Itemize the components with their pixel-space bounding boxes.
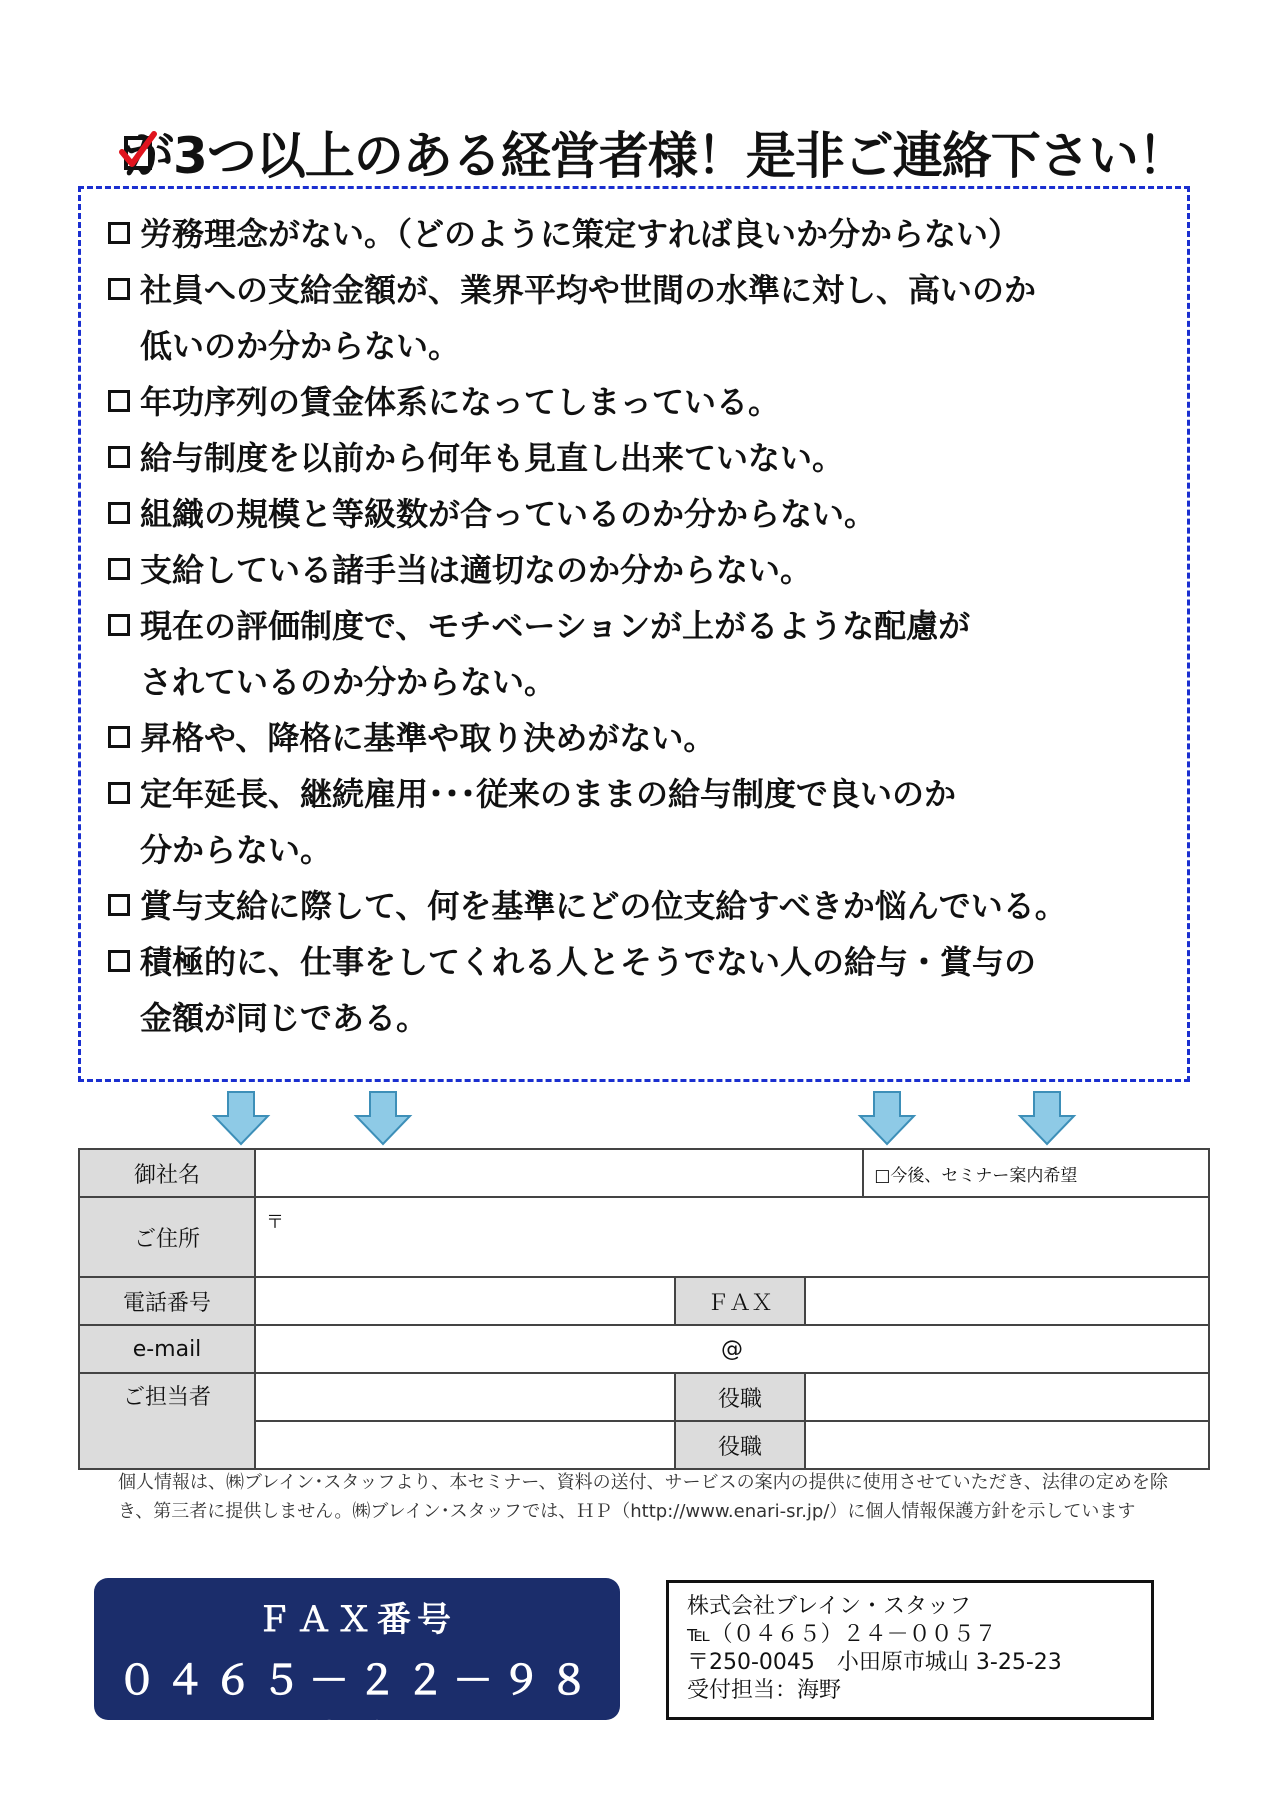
fax-input[interactable] <box>805 1277 1209 1325</box>
fax-number: ０４６５－２２－９８８０ <box>117 1658 597 1761</box>
checklist-item-text: 労務理念がない。（どのように策定すれば良いか分からない） <box>140 215 1021 253</box>
checkbox-icon[interactable] <box>108 726 130 748</box>
checklist-item-text: 年功序列の賃金体系になってしまっている。 <box>140 383 781 421</box>
down-arrow-icon <box>856 1090 918 1146</box>
headline <box>118 112 1187 192</box>
checklist-item-text: 支給している諸手当は適切なのか分からない。 <box>140 551 813 589</box>
checklist-item[interactable] <box>108 262 1168 374</box>
email-input[interactable] <box>255 1325 1209 1373</box>
checklist-item[interactable] <box>108 766 1168 878</box>
at-mark: @ <box>721 1336 743 1362</box>
contact-name-input-1[interactable] <box>255 1373 675 1421</box>
checklist-item[interactable] <box>108 486 1168 542</box>
checklist-item-text: 給与制度を以前から何年も見直し出来ていない。 <box>140 439 845 477</box>
privacy-notice: 個人情報は、㈱ブレイン･スタッフより、本セミナー、資料の送付、サービスの案内の提供に使用させていただき、法律の定めを除き、第三者に提供しません。㈱ブレイン･スタッフでは、ＨＰ（http://www.enari-sr.jp/）に個人情報保護方針を示しています <box>118 1472 1168 1522</box>
checklist-item-text: 現在の評価制度で、モチベーションが上がるような配慮が されているのか分からない。 <box>140 607 971 701</box>
down-arrow-icon <box>352 1090 414 1146</box>
checklist-item[interactable] <box>108 934 1168 1046</box>
checklist-item[interactable] <box>108 542 1168 598</box>
checkbox-icon[interactable] <box>108 894 130 916</box>
checklist-item[interactable] <box>108 878 1168 934</box>
company-name: 株式会社ブレイン・スタッフ <box>687 1594 972 1619</box>
phone-input[interactable] <box>255 1277 675 1325</box>
checkbox-icon[interactable] <box>108 222 130 244</box>
contact-label: ご担当者 <box>79 1373 255 1469</box>
contact-name-input-2[interactable] <box>255 1421 675 1469</box>
application-form <box>78 1148 1210 1470</box>
position-input-1[interactable] <box>805 1373 1209 1421</box>
fax-label: ＦＡＸ <box>675 1277 805 1325</box>
checklist-item-text: 積極的に、仕事をしてくれる人とそうでない人の給与・賞与の 金額が同じである。 <box>140 943 1037 1037</box>
company-contact: 受付担当：海野 <box>687 1678 842 1703</box>
phone-label: 電話番号 <box>79 1277 255 1325</box>
checkbox-icon[interactable] <box>108 558 130 580</box>
checklist-item[interactable] <box>108 710 1168 766</box>
checklist-item-text: 昇格や、降格に基準や取り決めがない。 <box>140 719 716 757</box>
checklist-item[interactable] <box>108 598 1168 710</box>
fax-title: ＦＡＸ番号 <box>257 1600 457 1640</box>
checklist-item[interactable] <box>108 374 1168 430</box>
checkbox-icon[interactable] <box>108 782 130 804</box>
checklist <box>108 206 1168 1046</box>
company-info-box <box>666 1580 1154 1720</box>
address-input[interactable] <box>255 1197 1209 1277</box>
checkbox-icon[interactable] <box>108 446 130 468</box>
fax-number-box <box>94 1578 620 1761</box>
checkbox-icon[interactable] <box>108 278 130 300</box>
down-arrow-icon <box>1016 1090 1078 1146</box>
company-address: 〒250-0045 小田原市城山 3-25-23 <box>687 1650 1062 1675</box>
position-label-2: 役職 <box>675 1421 805 1469</box>
postal-mark: 〒 <box>266 1212 284 1233</box>
address-label: ご住所 <box>79 1197 255 1277</box>
checklist-item-text: 社員への支給金額が、業界平均や世間の水準に対し、高いのか 低いのか分からない。 <box>140 271 1037 365</box>
email-label: e-mail <box>79 1325 255 1373</box>
checklist-item[interactable] <box>108 430 1168 486</box>
checkbox-icon[interactable] <box>108 950 130 972</box>
seminar-option[interactable]: □今後、セミナー案内希望 <box>863 1149 1209 1197</box>
checklist-item-text: 定年延長、継続雇用･･･従来のままの給与制度で良いのか 分からない。 <box>140 775 957 869</box>
checkbox-icon[interactable] <box>108 390 130 412</box>
company-label: 御社名 <box>79 1149 255 1197</box>
checklist-item-text: 賞与支給に際して、何を基準にどの位支給すべきか悩んでいる。 <box>140 887 1067 925</box>
position-label-1: 役職 <box>675 1373 805 1421</box>
down-arrow-icon <box>210 1090 272 1146</box>
company-tel: ℡（０４６５）２４－００５７ <box>687 1622 997 1647</box>
checkbox-icon[interactable] <box>108 502 130 524</box>
headline-text: が3つ以上のある経営者様！是非ご連絡下さい！ <box>124 127 1187 185</box>
company-input[interactable] <box>255 1149 863 1197</box>
checklist-item[interactable] <box>108 206 1168 262</box>
position-input-2[interactable] <box>805 1421 1209 1469</box>
checklist-item-text: 組織の規模と等級数が合っているのか分からない。 <box>140 495 877 533</box>
checkbox-icon[interactable] <box>108 614 130 636</box>
